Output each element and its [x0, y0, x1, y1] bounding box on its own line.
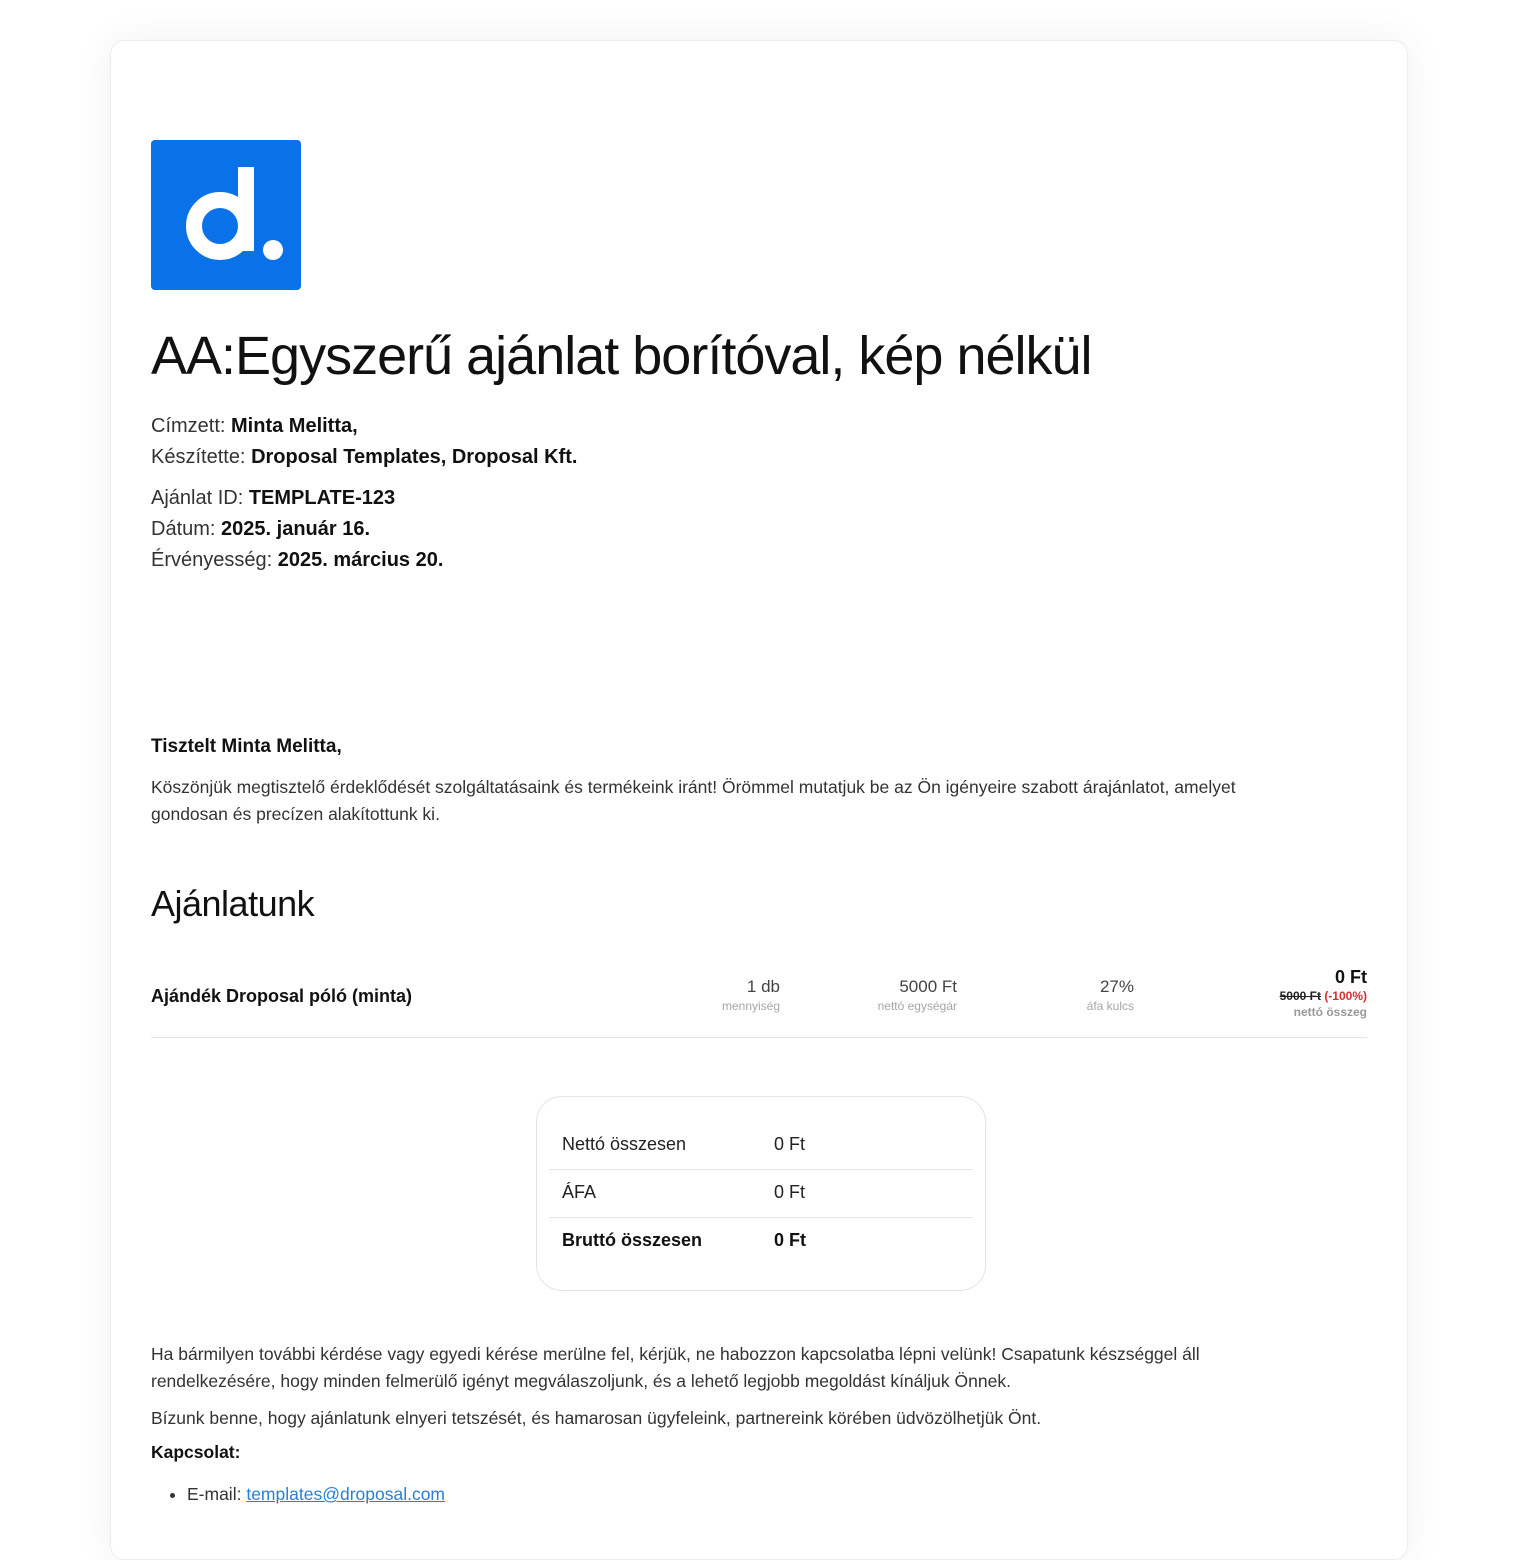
unit-price-label: nettó egységár — [877, 999, 957, 1013]
contact-list — [151, 1484, 445, 1505]
date-value: 2025. január 16. — [221, 518, 371, 540]
quantity-value: 1 db — [746, 977, 780, 996]
author-line — [151, 442, 577, 473]
author-label: Készítette: — [151, 446, 246, 468]
contact-email-item — [187, 1484, 445, 1505]
gross-sum-value: 0 Ft — [774, 1230, 807, 1250]
gross-sum-label: Bruttó összesen — [562, 1230, 703, 1250]
logo-mark — [151, 140, 301, 290]
totals-box — [536, 1096, 986, 1291]
recipient-label: Címzett: — [151, 415, 226, 437]
proposal-card — [110, 40, 1408, 1560]
recipient-block — [151, 411, 577, 473]
vat-rate-value: 27% — [1099, 977, 1134, 996]
vat-total-row — [549, 1169, 973, 1218]
unit-price-cell — [878, 977, 957, 1013]
droposal-logo — [151, 140, 301, 290]
proposal-id-value: TEMPLATE-123 — [248, 487, 396, 509]
quantity-label: mennyiség — [721, 999, 780, 1013]
net-sum-label: Nettó összesen — [562, 1134, 687, 1154]
item-name: Ajándék Droposal póló (minta) — [151, 986, 413, 1006]
net-total-cell — [1280, 967, 1367, 1019]
greeting: Tisztelt Minta Melitta, — [151, 736, 342, 757]
quantity-cell — [722, 977, 780, 1013]
net-total-value: 0 Ft — [1334, 967, 1367, 987]
gross-total-row — [549, 1217, 973, 1265]
line-item-row — [151, 963, 1367, 1038]
author-value: Droposal Templates, Droposal Kft. — [251, 446, 578, 468]
recipient-line — [151, 411, 577, 442]
contact-heading: Kapcsolat: — [151, 1442, 241, 1462]
email-label: E-mail: — [187, 1484, 242, 1504]
discount-badge: (-100%) — [1324, 989, 1367, 1003]
vat-rate-label: áfa kulcs — [1086, 999, 1134, 1013]
outro-paragraph-1: Ha bármilyen további kérdése vagy egyedi kérése merülne fel, kérjük, ne habozzon kapcsolatba lépni velünk! Csapatunk készséggel áll rendelkezésére, hogy minden felmerülő igényt megválaszoljunk, és a lehető legjobb megoldást kínáljuk Önnek. — [151, 1344, 1200, 1391]
net-total-label: nettó összeg — [1293, 1005, 1367, 1019]
net-sum-value: 0 Ft — [774, 1134, 806, 1154]
offer-heading: Ajánlatunk — [151, 883, 315, 924]
validity-value: 2025. március 20. — [277, 549, 444, 571]
net-total-row — [549, 1121, 973, 1170]
price-discount — [1280, 989, 1367, 1003]
validity-line — [151, 545, 443, 576]
proposal-info-block — [151, 483, 443, 576]
recipient-value: Minta Melitta, — [231, 415, 358, 437]
date-line — [151, 514, 443, 545]
date-label: Dátum: — [151, 518, 216, 540]
intro-paragraph: Köszönjük megtisztelő érdeklődését szolgáltatásaink és termékeink iránt! Örömmel mutatjuk be az Ön igényeire szabott árajánlatot, amelyet gondosan és precízen alakítottunk ki. — [151, 777, 1236, 824]
vat-sum-value: 0 Ft — [774, 1182, 806, 1202]
proposal-id-line — [151, 483, 443, 514]
original-price: 5000 Ft — [1279, 989, 1321, 1003]
email-link[interactable]: templates@droposal.com — [246, 1484, 446, 1504]
vat-sum-label: ÁFA — [562, 1182, 597, 1202]
validity-label: Érvényesség: — [151, 549, 273, 571]
outro-paragraph-2: Bízunk benne, hogy ajánlatunk elnyeri tetszését, és hamarosan ügyfeleink, partnereink körében üdvözölhetjük Önt. — [151, 1408, 1042, 1428]
vat-rate-cell — [1087, 977, 1134, 1013]
unit-price-value: 5000 Ft — [899, 977, 957, 996]
proposal-id-label: Ajánlat ID: — [151, 487, 244, 509]
proposal-title: AA:Egyszerű ajánlat borítóval, kép nélkül — [151, 326, 1092, 386]
